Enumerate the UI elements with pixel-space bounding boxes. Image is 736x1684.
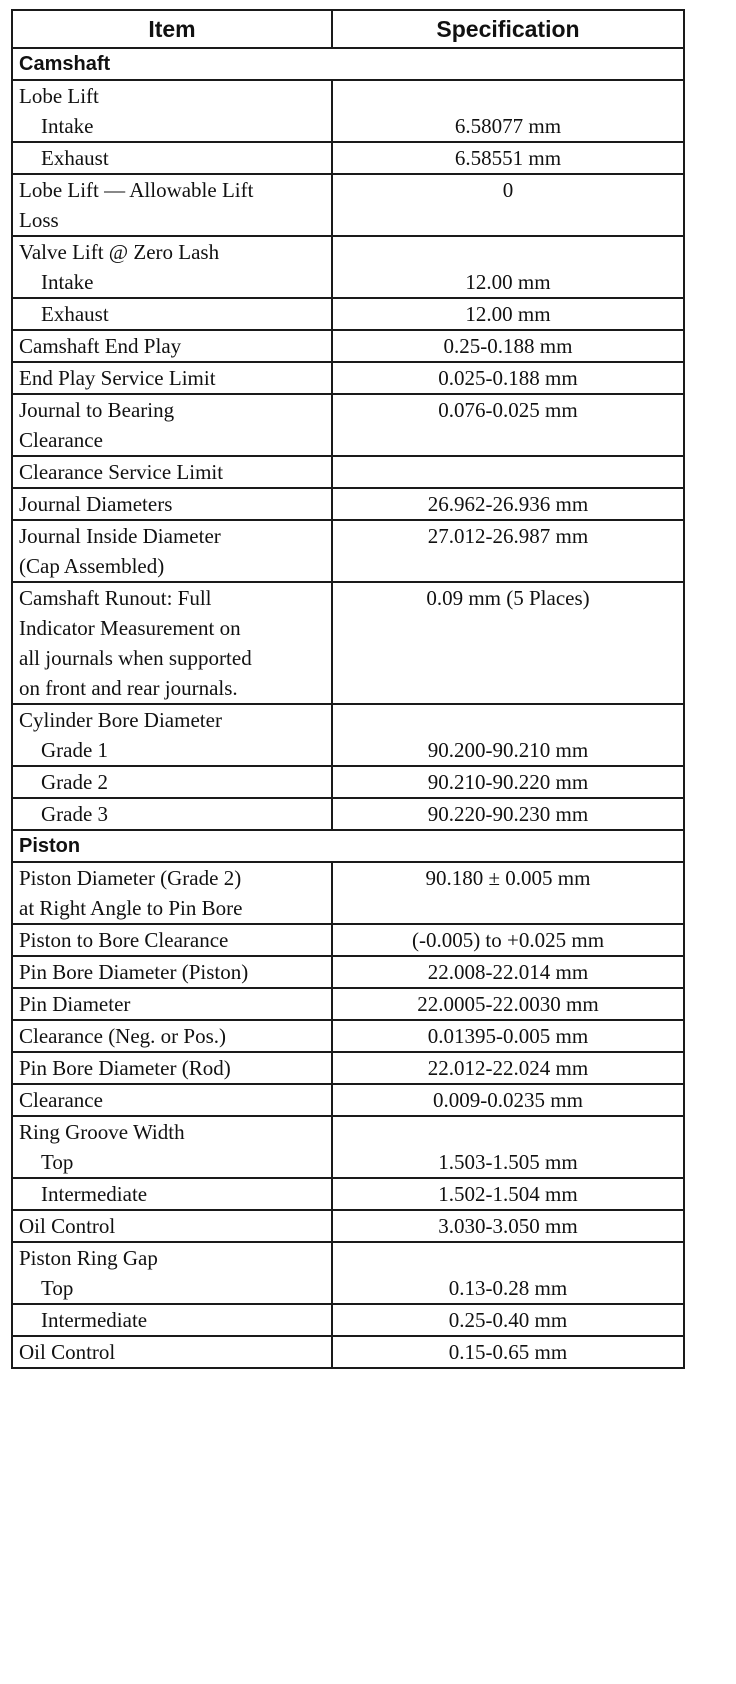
group-row [12, 1242, 684, 1304]
item-label-line: Journal Diameters [19, 492, 173, 516]
spec-value: (-0.005) to +0.025 mm [332, 924, 684, 956]
item-column-header: Item [12, 10, 332, 48]
spec-value: 1.502-1.504 mm [332, 1178, 684, 1210]
item-label-line: Oil Control [19, 1214, 116, 1238]
sub-item-label: Exhaust [12, 298, 332, 330]
header-row [12, 10, 684, 48]
sub-item-label: Intake [41, 270, 94, 294]
sub-row [12, 798, 684, 830]
table-row [12, 362, 684, 394]
item-label-line: Camshaft End Play [19, 334, 182, 358]
spec-value: 3.030-3.050 mm [332, 1210, 684, 1242]
item-label-line: Indicator Measurement on [19, 616, 241, 640]
spec-value: 26.962-26.936 mm [332, 488, 684, 520]
table-row [12, 488, 684, 520]
section-label: Camshaft [12, 48, 684, 80]
item-label-line: Clearance [19, 1088, 103, 1112]
item-label-line: (Cap Assembled) [19, 554, 165, 578]
table-row [12, 456, 684, 488]
specification-table [11, 9, 685, 1369]
item-cell [12, 988, 332, 1020]
item-label-line: End Play Service Limit [19, 366, 216, 390]
item-cell [12, 582, 332, 704]
item-cell [12, 924, 332, 956]
table-row [12, 174, 684, 236]
spec-cell [332, 704, 684, 766]
spec-value: 0.13-0.28 mm [448, 1276, 568, 1300]
section-row [12, 830, 684, 862]
spec-value: 22.012-22.024 mm [332, 1052, 684, 1084]
group-row [12, 80, 684, 142]
item-cell [12, 80, 332, 142]
table-row [12, 1020, 684, 1052]
sub-row [12, 766, 684, 798]
table-row [12, 1210, 684, 1242]
group-label: Ring Groove Width [19, 1120, 185, 1144]
item-label-line: Clearance (Neg. or Pos.) [19, 1024, 227, 1048]
spec-value: 12.00 mm [332, 298, 684, 330]
item-label-line: Clearance [19, 428, 103, 452]
item-label-line: Lobe Lift — Allowable Lift [19, 178, 254, 202]
group-row [12, 704, 684, 766]
item-label-line: at Right Angle to Pin Bore [19, 896, 243, 920]
item-cell [12, 456, 332, 488]
spec-value: 90.200-90.210 mm [427, 738, 589, 762]
spec-value: 0.09 mm (5 Places) [332, 582, 684, 704]
sub-item-label: Intake [41, 114, 94, 138]
table-row [12, 1084, 684, 1116]
section-label: Piston [12, 830, 684, 862]
item-cell [12, 1210, 332, 1242]
item-cell [12, 956, 332, 988]
spec-value: 0.009-0.0235 mm [332, 1084, 684, 1116]
item-cell [12, 394, 332, 456]
table-body [12, 48, 684, 1368]
table-row [12, 394, 684, 456]
item-cell [12, 520, 332, 582]
item-label-line: Pin Diameter [19, 992, 131, 1016]
table-row [12, 582, 684, 704]
item-label-line: Piston Diameter (Grade 2) [19, 866, 242, 890]
spec-cell [332, 1116, 684, 1178]
table-row [12, 520, 684, 582]
sub-item-label: Grade 3 [12, 798, 332, 830]
item-label-line: Oil Control [19, 1340, 116, 1364]
spec-value: 12.00 mm [465, 270, 551, 294]
spec-value: 0 [332, 174, 684, 236]
sub-item-label: Top [41, 1150, 74, 1174]
item-cell [12, 1052, 332, 1084]
spec-cell [332, 1242, 684, 1304]
spec-value: 0.025-0.188 mm [332, 362, 684, 394]
spec-value: 6.58077 mm [454, 114, 562, 138]
sub-item-label: Exhaust [12, 142, 332, 174]
spec-value: 0.25-0.40 mm [332, 1304, 684, 1336]
spec-value: 0.25-0.188 mm [332, 330, 684, 362]
spec-cell [332, 80, 684, 142]
item-cell [12, 174, 332, 236]
spec-cell [332, 236, 684, 298]
group-row [12, 1116, 684, 1178]
item-cell [12, 236, 332, 298]
sub-row [12, 1178, 684, 1210]
table-row [12, 956, 684, 988]
item-cell [12, 1336, 332, 1368]
group-label: Cylinder Bore Diameter [19, 708, 222, 732]
sub-item-label: Intermediate [12, 1178, 332, 1210]
spec-value: 27.012-26.987 mm [332, 520, 684, 582]
spec-value: 22.0005-22.0030 mm [332, 988, 684, 1020]
spec-value: 22.008-22.014 mm [332, 956, 684, 988]
item-cell [12, 1242, 332, 1304]
section-row [12, 48, 684, 80]
sub-row [12, 1304, 684, 1336]
sub-item-label: Intermediate [12, 1304, 332, 1336]
item-cell [12, 362, 332, 394]
sub-item-label: Top [41, 1276, 74, 1300]
spec-value: 1.503-1.505 mm [438, 1150, 578, 1174]
item-label-line: Pin Bore Diameter (Piston) [19, 960, 249, 984]
spec-value: 0.01395-0.005 mm [332, 1020, 684, 1052]
spec-value: 6.58551 mm [332, 142, 684, 174]
item-label-line: Clearance Service Limit [19, 460, 224, 484]
spec-value: 0.076-0.025 mm [332, 394, 684, 456]
item-label-line: all journals when supported [19, 646, 252, 670]
spec-value: 90.220-90.230 mm [332, 798, 684, 830]
item-cell [12, 330, 332, 362]
group-label: Piston Ring Gap [19, 1246, 158, 1270]
table-row [12, 862, 684, 924]
item-cell [12, 1020, 332, 1052]
item-cell [12, 1116, 332, 1178]
spec-value [332, 456, 684, 488]
sub-row [12, 298, 684, 330]
table-row [12, 1336, 684, 1368]
specification-column-header: Specification [332, 10, 684, 48]
item-label-line: Journal Inside Diameter [19, 524, 221, 548]
table-row [12, 330, 684, 362]
group-label: Valve Lift @ Zero Lash [19, 240, 220, 264]
spec-value: 90.180 ± 0.005 mm [332, 862, 684, 924]
item-label-line: Pin Bore Diameter (Rod) [19, 1056, 231, 1080]
item-label-line: on front and rear journals. [19, 676, 238, 700]
table-row [12, 1052, 684, 1084]
item-label-line: Camshaft Runout: Full [19, 586, 212, 610]
item-cell [12, 862, 332, 924]
sub-row [12, 142, 684, 174]
sub-item-label: Grade 1 [41, 738, 109, 762]
item-cell [12, 704, 332, 766]
group-label: Lobe Lift [19, 84, 99, 108]
item-label-line: Journal to Bearing [19, 398, 175, 422]
group-row [12, 236, 684, 298]
spec-value: 0.15-0.65 mm [332, 1336, 684, 1368]
item-label-line: Piston to Bore Clearance [19, 928, 229, 952]
item-label-line: Loss [19, 208, 59, 232]
item-cell [12, 1084, 332, 1116]
sub-item-label: Grade 2 [12, 766, 332, 798]
item-cell [12, 488, 332, 520]
table-row [12, 924, 684, 956]
spec-value: 90.210-90.220 mm [332, 766, 684, 798]
table-row [12, 988, 684, 1020]
